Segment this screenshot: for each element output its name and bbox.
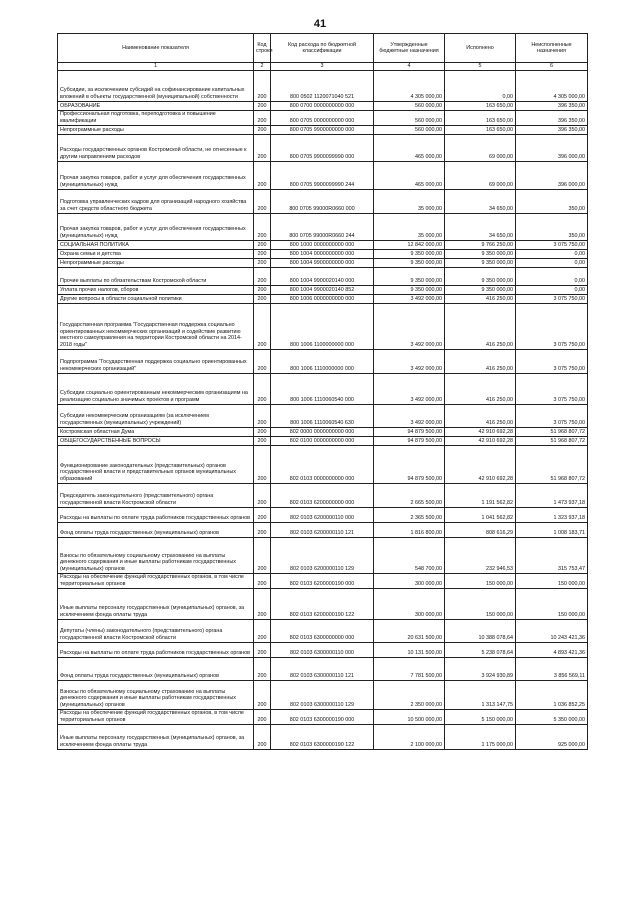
header-row (58, 34, 588, 63)
indicator-name: Фонд оплаты труда государственных (муниципальных) органов (58, 658, 254, 681)
table-row (58, 126, 588, 135)
table-row (58, 374, 588, 405)
row-code: 200 (254, 286, 271, 295)
approved-amount: 300 000,00 (374, 574, 445, 589)
remaining-amount: 4 893 421,36 (516, 643, 588, 658)
indicator-name: Государственная программа "Государственная поддержка социально ориентированных некоммерческих организаций и содействие развитию местного самоуправления на территории Костромской области на 2014-2018 годы" (58, 304, 254, 350)
header-code: Код строки (254, 34, 271, 63)
row-code: 200 (254, 437, 271, 446)
indicator-name: Непрограммные расходы (58, 259, 254, 268)
table-row (58, 241, 588, 250)
classification-code: 800 1006 1110060540 630 (271, 405, 374, 428)
classification-code: 800 0705 0000000000 000 (271, 111, 374, 126)
table-row (58, 102, 588, 111)
classification-code: 802 0103 6200000110 000 (271, 508, 374, 523)
executed-amount: 9 350 000,00 (445, 286, 516, 295)
executed-amount: 150 000,00 (445, 589, 516, 620)
classification-code: 800 0700 0000000000 000 (271, 102, 374, 111)
approved-amount: 10 131 500,00 (374, 643, 445, 658)
row-code: 200 (254, 538, 271, 574)
approved-amount: 94 879 500,00 (374, 437, 445, 446)
classification-code: 802 0103 0000000000 000 (271, 446, 374, 484)
table-row (58, 190, 588, 214)
approved-amount: 4 305 000,00 (374, 71, 445, 102)
row-code: 200 (254, 589, 271, 620)
executed-amount: 1 191 562,82 (445, 484, 516, 508)
executed-amount: 416 250,00 (445, 405, 516, 428)
report-body (58, 71, 588, 750)
column-number-row (58, 63, 588, 71)
remaining-amount: 3 075 750,00 (516, 405, 588, 428)
remaining-amount: 396 000,00 (516, 162, 588, 190)
approved-amount: 9 350 000,00 (374, 286, 445, 295)
table-row (58, 589, 588, 620)
indicator-name: Субсидии социально ориентированным некоммерческим организациям на реализацию социально значимых проектов и программ (58, 374, 254, 405)
indicator-name: Костромская областная Дума (58, 428, 254, 437)
executed-amount: 163 650,00 (445, 126, 516, 135)
page-number: 41 (313, 18, 327, 30)
indicator-name: Субсидии некоммерческим организациям (за исключением государственных (муниципальных) учреждений) (58, 405, 254, 428)
table-row (58, 71, 588, 102)
row-code: 200 (254, 214, 271, 241)
remaining-amount: 150 000,00 (516, 589, 588, 620)
table-row (58, 643, 588, 658)
row-code: 200 (254, 725, 271, 750)
classification-code: 800 0705 99000R0660 244 (271, 214, 374, 241)
row-code: 200 (254, 446, 271, 484)
row-code: 200 (254, 620, 271, 643)
approved-amount: 9 350 000,00 (374, 268, 445, 286)
row-code: 200 (254, 508, 271, 523)
table-row (58, 250, 588, 259)
row-code: 200 (254, 574, 271, 589)
row-code: 200 (254, 374, 271, 405)
approved-amount: 3 492 000,00 (374, 405, 445, 428)
approved-amount: 9 350 000,00 (374, 250, 445, 259)
classification-code: 800 1000 0000000000 000 (271, 241, 374, 250)
table-row (58, 681, 588, 710)
approved-amount: 1 816 800,00 (374, 523, 445, 538)
executed-amount: 808 616,29 (445, 523, 516, 538)
classification-code: 800 1004 9900020140 000 (271, 268, 374, 286)
table-row (58, 405, 588, 428)
indicator-name: ОБЩЕГОСУДАРСТВЕННЫЕ ВОПРОСЫ (58, 437, 254, 446)
approved-amount: 7 781 500,00 (374, 658, 445, 681)
indicator-name: Фонд оплаты труда государственных (муниципальных) органов (58, 523, 254, 538)
table-row (58, 350, 588, 374)
indicator-name: ОБРАЗОВАНИЕ (58, 102, 254, 111)
classification-code: 800 1004 0000000000 000 (271, 250, 374, 259)
table-row (58, 162, 588, 190)
indicator-name: Подготовка управленческих кадров для организаций народного хозяйства за счет средств областного бюджета (58, 190, 254, 214)
remaining-amount: 150 000,00 (516, 574, 588, 589)
executed-amount: 9 350 000,00 (445, 250, 516, 259)
indicator-name: Прочая закупка товаров, работ и услуг для обеспечения государственных (муниципальных) нужд (58, 162, 254, 190)
remaining-amount: 396 350,00 (516, 111, 588, 126)
approved-amount: 2 665 500,00 (374, 484, 445, 508)
approved-amount: 3 492 000,00 (374, 350, 445, 374)
remaining-amount: 5 350 000,00 (516, 710, 588, 725)
executed-amount: 163 650,00 (445, 111, 516, 126)
executed-amount: 232 946,53 (445, 538, 516, 574)
remaining-amount: 350,00 (516, 190, 588, 214)
approved-amount: 35 000,00 (374, 190, 445, 214)
remaining-amount: 3 075 750,00 (516, 374, 588, 405)
classification-code: 802 0103 6300000190 000 (271, 710, 374, 725)
row-code: 200 (254, 259, 271, 268)
classification-code: 802 0103 6200000000 000 (271, 484, 374, 508)
approved-amount: 94 879 500,00 (374, 428, 445, 437)
classification-code: 802 0103 6300000000 000 (271, 620, 374, 643)
remaining-amount: 1 473 937,18 (516, 484, 588, 508)
header-name: Наименование показателя (58, 34, 254, 63)
remaining-amount: 0,00 (516, 250, 588, 259)
remaining-amount: 0,00 (516, 259, 588, 268)
approved-amount: 465 000,00 (374, 135, 445, 162)
approved-amount: 560 000,00 (374, 102, 445, 111)
row-code: 200 (254, 681, 271, 710)
indicator-name: Другие вопросы в области социальной политики (58, 295, 254, 304)
classification-code: 802 0100 0000000000 000 (271, 437, 374, 446)
row-code: 200 (254, 643, 271, 658)
remaining-amount: 51 968 807,72 (516, 446, 588, 484)
remaining-amount: 1 323 937,18 (516, 508, 588, 523)
table-row (58, 446, 588, 484)
table-row (58, 268, 588, 286)
remaining-amount: 0,00 (516, 286, 588, 295)
classification-code: 802 0103 6200000110 121 (271, 523, 374, 538)
table-row (58, 658, 588, 681)
remaining-amount: 925 000,00 (516, 725, 588, 750)
executed-amount: 5 238 078,64 (445, 643, 516, 658)
table-row (58, 214, 588, 241)
row-code: 200 (254, 241, 271, 250)
table-row (58, 523, 588, 538)
remaining-amount: 3 856 569,11 (516, 658, 588, 681)
budget-report-table (57, 33, 588, 750)
executed-amount: 416 250,00 (445, 295, 516, 304)
executed-amount: 9 766 250,00 (445, 241, 516, 250)
classification-code: 800 1006 1110000000 000 (271, 350, 374, 374)
classification-code: 800 0705 9900099990 000 (271, 135, 374, 162)
table-row (58, 428, 588, 437)
indicator-name: Расходы на выплаты по оплате труда работников государственных органов (58, 643, 254, 658)
approved-amount: 2 365 500,00 (374, 508, 445, 523)
indicator-name: Подпрограмма "Государственная поддержка социально ориентированных некоммерческих организаций" (58, 350, 254, 374)
column-number: 3 (271, 63, 374, 71)
executed-amount: 1 041 562,82 (445, 508, 516, 523)
table-row (58, 286, 588, 295)
indicator-name: Взносы по обязательному социальному страхованию на выплаты денежного содержания и иные выплаты работникам государственных (муниципальных) органов (58, 538, 254, 574)
row-code: 200 (254, 126, 271, 135)
approved-amount: 12 842 000,00 (374, 241, 445, 250)
classification-code: 802 0103 6300000110 000 (271, 643, 374, 658)
executed-amount: 416 250,00 (445, 304, 516, 350)
row-code: 200 (254, 162, 271, 190)
remaining-amount: 3 075 750,00 (516, 304, 588, 350)
indicator-name: Прочая закупка товаров, работ и услуг для обеспечения государственных (муниципальных) нужд (58, 214, 254, 241)
approved-amount: 3 492 000,00 (374, 374, 445, 405)
remaining-amount: 1 036 852,25 (516, 681, 588, 710)
approved-amount: 20 631 500,00 (374, 620, 445, 643)
table-row (58, 725, 588, 750)
table-row (58, 304, 588, 350)
indicator-name: Расходы на обеспечение функций государственных органов, в том числе территориальных органов (58, 574, 254, 589)
remaining-amount: 396 000,00 (516, 135, 588, 162)
column-number: 1 (58, 63, 254, 71)
header-executed: Исполнено (445, 34, 516, 63)
remaining-amount: 4 305 000,00 (516, 71, 588, 102)
classification-code: 802 0103 6300000110 121 (271, 658, 374, 681)
row-code: 200 (254, 111, 271, 126)
classification-code: 800 0502 1120071040 521 (271, 71, 374, 102)
table-row (58, 295, 588, 304)
executed-amount: 0,00 (445, 71, 516, 102)
table-row (58, 111, 588, 126)
row-code: 200 (254, 135, 271, 162)
remaining-amount: 315 753,47 (516, 538, 588, 574)
column-number: 6 (516, 63, 588, 71)
table-row (58, 135, 588, 162)
classification-code: 800 0705 9900099990 244 (271, 162, 374, 190)
approved-amount: 2 350 000,00 (374, 681, 445, 710)
classification-code: 800 1004 9900020140 852 (271, 286, 374, 295)
table-row (58, 620, 588, 643)
remaining-amount: 396 350,00 (516, 126, 588, 135)
classification-code: 802 0103 6300000110 129 (271, 681, 374, 710)
classification-code: 802 0103 6200000190 122 (271, 589, 374, 620)
executed-amount: 34 650,00 (445, 214, 516, 241)
row-code: 200 (254, 710, 271, 725)
row-code: 200 (254, 658, 271, 681)
indicator-name: Функционирование законодательных (представительных) органов государственной власти и представительных органов муниципальных образований (58, 446, 254, 484)
approved-amount: 548 700,00 (374, 538, 445, 574)
executed-amount: 150 000,00 (445, 574, 516, 589)
indicator-name: Охрана семьи и детства (58, 250, 254, 259)
row-code: 200 (254, 190, 271, 214)
executed-amount: 5 150 000,00 (445, 710, 516, 725)
table-row (58, 259, 588, 268)
header-classification: Код расхода по бюджетной классификации (271, 34, 374, 63)
table-row (58, 710, 588, 725)
row-code: 200 (254, 350, 271, 374)
indicator-name: Расходы на обеспечение функций государственных органов, в том числе территориальных органов (58, 710, 254, 725)
remaining-amount: 0,00 (516, 268, 588, 286)
approved-amount: 560 000,00 (374, 126, 445, 135)
indicator-name: Иные выплаты персоналу государственных (муниципальных) органов, за исключением фонда оплаты труда (58, 725, 254, 750)
remaining-amount: 350,00 (516, 214, 588, 241)
classification-code: 800 1006 0000000000 000 (271, 295, 374, 304)
row-code: 200 (254, 523, 271, 538)
row-code: 200 (254, 484, 271, 508)
classification-code: 800 1006 1110060540 000 (271, 374, 374, 405)
indicator-name: Иные выплаты персоналу государственных (муниципальных) органов, за исключением фонда оплаты труда (58, 589, 254, 620)
table-row (58, 484, 588, 508)
approved-amount: 9 350 000,00 (374, 259, 445, 268)
row-code: 200 (254, 268, 271, 286)
table-row (58, 437, 588, 446)
executed-amount: 42 910 692,28 (445, 428, 516, 437)
classification-code: 800 0705 99000R0660 000 (271, 190, 374, 214)
approved-amount: 3 492 000,00 (374, 295, 445, 304)
remaining-amount: 3 075 750,00 (516, 295, 588, 304)
indicator-name: Депутаты (члены) законодательного (представительного) органа государственной власти Костромской области (58, 620, 254, 643)
approved-amount: 300 000,00 (374, 589, 445, 620)
classification-code: 802 0103 6200000190 000 (271, 574, 374, 589)
indicator-name: СОЦИАЛЬНАЯ ПОЛИТИКА (58, 241, 254, 250)
executed-amount: 416 250,00 (445, 374, 516, 405)
executed-amount: 1 313 147,75 (445, 681, 516, 710)
approved-amount: 10 500 000,00 (374, 710, 445, 725)
executed-amount: 69 000,00 (445, 162, 516, 190)
approved-amount: 2 100 000,00 (374, 725, 445, 750)
indicator-name: Расходы на выплаты по оплате труда работников государственных органов (58, 508, 254, 523)
approved-amount: 94 879 500,00 (374, 446, 445, 484)
row-code: 200 (254, 428, 271, 437)
row-code: 200 (254, 250, 271, 259)
indicator-name: Прочие выплаты по обязательствам Костромской области (58, 268, 254, 286)
table-row (58, 508, 588, 523)
classification-code: 800 1004 9900000000 000 (271, 259, 374, 268)
remaining-amount: 3 075 750,00 (516, 350, 588, 374)
classification-code: 802 0103 6200000110 129 (271, 538, 374, 574)
classification-code: 800 1006 1100000000 000 (271, 304, 374, 350)
classification-code: 800 0705 9900000000 000 (271, 126, 374, 135)
column-number: 4 (374, 63, 445, 71)
executed-amount: 9 350 000,00 (445, 268, 516, 286)
table-row (58, 538, 588, 574)
header-remaining: Неисполненные назначения (516, 34, 588, 63)
row-code: 200 (254, 102, 271, 111)
remaining-amount: 3 075 750,00 (516, 241, 588, 250)
column-number: 2 (254, 63, 271, 71)
executed-amount: 34 650,00 (445, 190, 516, 214)
approved-amount: 465 000,00 (374, 162, 445, 190)
row-code: 200 (254, 405, 271, 428)
remaining-amount: 51 968 807,72 (516, 428, 588, 437)
row-code: 200 (254, 304, 271, 350)
indicator-name: Уплата прочих налогов, сборов (58, 286, 254, 295)
row-code: 200 (254, 71, 271, 102)
executed-amount: 163 650,00 (445, 102, 516, 111)
executed-amount: 42 910 692,28 (445, 437, 516, 446)
executed-amount: 3 924 930,89 (445, 658, 516, 681)
executed-amount: 416 250,00 (445, 350, 516, 374)
remaining-amount: 396 350,00 (516, 102, 588, 111)
remaining-amount: 10 243 421,36 (516, 620, 588, 643)
indicator-name: Председатель законодательного (представительного) органа государственной власти Костромской области (58, 484, 254, 508)
remaining-amount: 1 008 183,71 (516, 523, 588, 538)
approved-amount: 35 000,00 (374, 214, 445, 241)
header-approved: Утвержденные бюджетные назначения (374, 34, 445, 63)
row-code: 200 (254, 295, 271, 304)
column-number: 5 (445, 63, 516, 71)
indicator-name: Расходы государственных органов Костромской области, не отнесенные к другим направлениям расходов (58, 135, 254, 162)
approved-amount: 3 492 000,00 (374, 304, 445, 350)
remaining-amount: 51 968 807,72 (516, 437, 588, 446)
approved-amount: 560 000,00 (374, 111, 445, 126)
indicator-name: Непрограммные расходы (58, 126, 254, 135)
executed-amount: 9 350 000,00 (445, 259, 516, 268)
indicator-name: Взносы по обязательному социальному страхованию на выплаты денежного содержания и иные выплаты работникам государственных (муниципальных) органов (58, 681, 254, 710)
executed-amount: 42 910 692,28 (445, 446, 516, 484)
table-row (58, 574, 588, 589)
executed-amount: 69 000,00 (445, 135, 516, 162)
classification-code: 802 0103 6300000190 122 (271, 725, 374, 750)
executed-amount: 1 175 000,00 (445, 725, 516, 750)
classification-code: 802 0000 0000000000 000 (271, 428, 374, 437)
indicator-name: Профессиональная подготовка, переподготовка и повышение квалификации (58, 111, 254, 126)
executed-amount: 10 388 078,64 (445, 620, 516, 643)
indicator-name: Субсидии, за исключением субсидий на софинансирование капитальных вложений в объекты государственной (муниципальной) собственности (58, 71, 254, 102)
